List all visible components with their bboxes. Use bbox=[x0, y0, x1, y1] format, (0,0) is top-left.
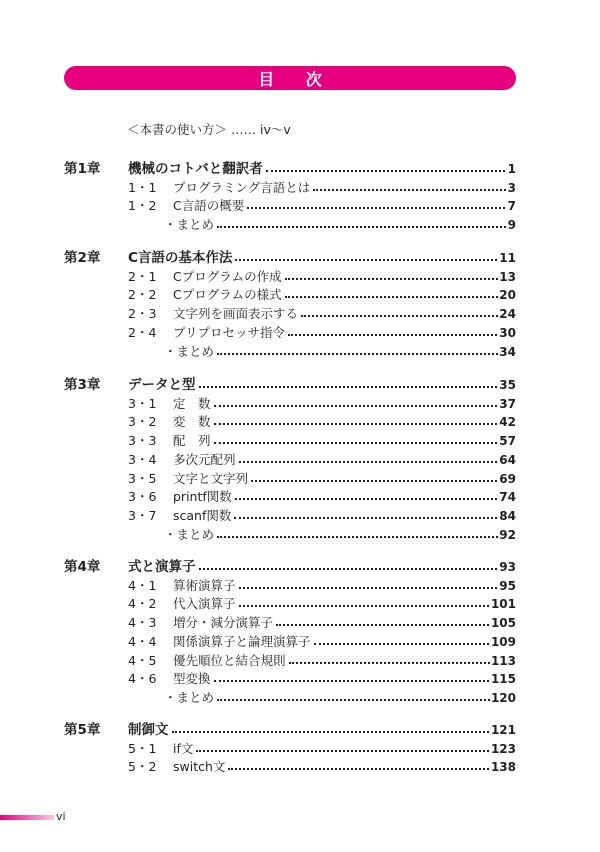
section-row[interactable] bbox=[0, 324, 600, 342]
leader-dots bbox=[217, 689, 513, 701]
section-page: 57 bbox=[499, 434, 516, 449]
section-number: 2・1 bbox=[128, 268, 157, 284]
leader-dots bbox=[239, 451, 513, 463]
section-number: 3・1 bbox=[128, 395, 157, 411]
section-title: 文字と文字列 bbox=[173, 470, 249, 486]
section-row[interactable] bbox=[0, 614, 600, 632]
section-number: 3・5 bbox=[128, 470, 157, 486]
section-page: 3 bbox=[507, 180, 516, 195]
section-title-wrap bbox=[173, 268, 516, 286]
section-page: 13 bbox=[499, 269, 516, 284]
section-row[interactable] bbox=[0, 633, 600, 651]
chapter-title-wrap bbox=[128, 721, 516, 739]
section-page: 69 bbox=[499, 471, 516, 486]
section-number: 3・4 bbox=[128, 451, 157, 467]
section-title-wrap bbox=[164, 689, 516, 707]
footer-accent-bar bbox=[0, 815, 54, 820]
section-number: 5・2 bbox=[128, 759, 157, 775]
section-row[interactable] bbox=[0, 652, 600, 670]
chapter-title-wrap bbox=[128, 376, 516, 394]
chapter-title-wrap bbox=[128, 249, 516, 267]
section-row[interactable] bbox=[0, 413, 600, 431]
section-row[interactable] bbox=[0, 305, 600, 323]
section-number: 4・1 bbox=[128, 577, 157, 593]
section-row[interactable] bbox=[0, 179, 600, 197]
section-page: 34 bbox=[499, 344, 516, 359]
section-title: 優先順位と結合規則 bbox=[173, 652, 286, 668]
leader-dots bbox=[288, 324, 513, 336]
section-title-wrap bbox=[173, 614, 516, 632]
section-title: C言語の概要 bbox=[173, 198, 245, 214]
leader-dots bbox=[217, 526, 513, 538]
section-page: 9 bbox=[507, 218, 516, 233]
leader-dots bbox=[239, 595, 513, 607]
section-number: 3・2 bbox=[128, 414, 157, 430]
usage-entry[interactable] bbox=[127, 120, 291, 138]
leader-dots bbox=[266, 160, 513, 172]
usage-dots: …… bbox=[231, 122, 256, 137]
section-title: ・まとめ bbox=[164, 526, 215, 542]
section-page: 24 bbox=[499, 307, 516, 322]
chapter-title: データと型 bbox=[128, 377, 196, 393]
leader-dots bbox=[247, 197, 513, 209]
summary-row[interactable] bbox=[0, 343, 600, 361]
section-page: 113 bbox=[490, 653, 516, 668]
section-number: 5・1 bbox=[128, 740, 157, 756]
leader-dots bbox=[214, 670, 513, 682]
section-title-wrap bbox=[173, 413, 516, 431]
section-title: 関係演算子と論理演算子 bbox=[173, 633, 311, 649]
chapter-title-wrap bbox=[128, 558, 516, 576]
chapter-label: 第2章 bbox=[64, 250, 101, 266]
section-page: 74 bbox=[499, 490, 516, 505]
section-title-wrap bbox=[173, 179, 516, 197]
section-number: 2・3 bbox=[128, 306, 157, 322]
section-page: 92 bbox=[499, 527, 516, 542]
leader-dots bbox=[314, 633, 513, 645]
section-number: 4・4 bbox=[128, 633, 157, 649]
section-title: ・まとめ bbox=[164, 343, 215, 359]
chapter-title: 機械のコトバと翻訳者 bbox=[128, 161, 263, 177]
chapter-title: 制御文 bbox=[128, 722, 169, 738]
section-page: 105 bbox=[490, 616, 516, 631]
section-page: 20 bbox=[499, 288, 516, 303]
leader-dots bbox=[217, 216, 513, 228]
section-page: 115 bbox=[490, 672, 516, 687]
section-title: Cプログラムの作成 bbox=[173, 268, 282, 284]
section-title: 型変換 bbox=[173, 671, 211, 687]
section-page: 95 bbox=[499, 578, 516, 593]
section-number: 4・2 bbox=[128, 596, 157, 612]
leader-dots bbox=[239, 577, 513, 589]
section-title: ・まとめ bbox=[164, 217, 215, 233]
section-page: 42 bbox=[499, 415, 516, 430]
section-title-wrap bbox=[173, 595, 516, 613]
section-title-wrap bbox=[173, 451, 516, 469]
leader-dots bbox=[228, 758, 513, 770]
chapter-page: 1 bbox=[507, 162, 516, 176]
leader-dots bbox=[172, 721, 514, 733]
leader-dots bbox=[235, 488, 513, 500]
leader-dots bbox=[276, 614, 513, 626]
chapter-row[interactable] bbox=[0, 558, 600, 576]
leader-dots bbox=[217, 343, 513, 355]
chapter-row[interactable] bbox=[0, 721, 600, 739]
section-number: 4・3 bbox=[128, 615, 157, 631]
section-number: 3・3 bbox=[128, 433, 157, 449]
section-number: 4・5 bbox=[128, 652, 157, 668]
leader-dots bbox=[301, 305, 513, 317]
chapter-row[interactable] bbox=[0, 376, 600, 394]
section-title-wrap bbox=[173, 577, 516, 595]
section-title-wrap bbox=[173, 507, 516, 525]
section-title: 算術演算子 bbox=[173, 577, 236, 593]
leader-dots bbox=[214, 432, 513, 444]
section-row[interactable] bbox=[0, 488, 600, 506]
section-page: 7 bbox=[507, 199, 516, 214]
section-title: 代入演算子 bbox=[173, 596, 236, 612]
leader-dots bbox=[196, 740, 513, 752]
section-title: プリプロセッサ指令 bbox=[173, 324, 286, 340]
section-page: 64 bbox=[499, 452, 516, 467]
section-row[interactable] bbox=[0, 432, 600, 450]
section-page: 101 bbox=[490, 597, 516, 612]
section-title: 定 数 bbox=[173, 395, 211, 411]
section-title-wrap bbox=[173, 758, 516, 776]
section-title: 変 数 bbox=[173, 414, 211, 430]
section-row[interactable] bbox=[0, 395, 600, 413]
usage-pages: iv～v bbox=[259, 122, 291, 137]
leader-dots bbox=[199, 558, 514, 570]
section-title: 配 列 bbox=[173, 433, 211, 449]
section-row[interactable] bbox=[0, 577, 600, 595]
leader-dots bbox=[285, 268, 513, 280]
section-row[interactable] bbox=[0, 286, 600, 304]
section-row[interactable] bbox=[0, 197, 600, 215]
section-title-wrap bbox=[173, 324, 516, 342]
section-page: 123 bbox=[490, 741, 516, 756]
summary-row[interactable] bbox=[0, 526, 600, 544]
chapter-label: 第3章 bbox=[64, 377, 101, 393]
toc-title: 目 次 bbox=[258, 69, 335, 89]
section-title-wrap bbox=[173, 305, 516, 323]
chapter-title: 式と演算子 bbox=[128, 559, 196, 575]
section-number: 1・2 bbox=[128, 198, 157, 214]
section-title: if文 bbox=[173, 740, 194, 756]
section-row[interactable] bbox=[0, 670, 600, 688]
section-number: 3・6 bbox=[128, 489, 157, 505]
leader-dots bbox=[199, 376, 514, 388]
section-row[interactable] bbox=[0, 470, 600, 488]
section-title: scanf関数 bbox=[173, 507, 232, 523]
section-row[interactable] bbox=[0, 740, 600, 758]
section-title: printf関数 bbox=[173, 489, 232, 505]
chapter-page: 35 bbox=[499, 378, 516, 392]
chapter-label: 第4章 bbox=[64, 559, 101, 575]
chapter-page: 93 bbox=[499, 560, 516, 574]
section-row[interactable] bbox=[0, 451, 600, 469]
section-page: 120 bbox=[490, 690, 516, 705]
leader-dots bbox=[313, 179, 513, 191]
section-title: switch文 bbox=[173, 759, 226, 775]
section-title-wrap bbox=[173, 652, 516, 670]
section-row[interactable] bbox=[0, 268, 600, 286]
section-title-wrap bbox=[164, 216, 516, 234]
leader-dots bbox=[285, 286, 513, 298]
usage-title: ＜本書の使い方＞ bbox=[127, 122, 228, 137]
page-number: vi bbox=[56, 810, 66, 823]
leader-dots bbox=[289, 652, 513, 664]
section-number: 1・1 bbox=[128, 179, 157, 195]
section-title: Cプログラムの様式 bbox=[173, 287, 282, 303]
section-title-wrap bbox=[173, 395, 516, 413]
section-title-wrap bbox=[173, 740, 516, 758]
section-title-wrap bbox=[173, 197, 516, 215]
section-title-wrap bbox=[173, 633, 516, 651]
leader-dots bbox=[251, 470, 513, 482]
section-row[interactable] bbox=[0, 507, 600, 525]
section-page: 37 bbox=[499, 396, 516, 411]
section-title-wrap bbox=[173, 470, 516, 488]
section-number: 4・6 bbox=[128, 671, 157, 687]
chapter-title-wrap bbox=[128, 160, 516, 178]
leader-dots bbox=[214, 413, 513, 425]
toc-title-bar bbox=[64, 66, 516, 90]
section-title-wrap bbox=[173, 670, 516, 688]
leader-dots bbox=[214, 395, 513, 407]
section-title-wrap bbox=[173, 286, 516, 304]
summary-row[interactable] bbox=[0, 689, 600, 707]
section-number: 2・4 bbox=[128, 324, 157, 340]
section-title: プログラミング言語とは bbox=[173, 179, 311, 195]
section-title: ・まとめ bbox=[164, 689, 215, 705]
section-title-wrap bbox=[164, 526, 516, 544]
section-title-wrap bbox=[173, 488, 516, 506]
section-number: 2・2 bbox=[128, 287, 157, 303]
section-title: 文字列を画面表示する bbox=[173, 306, 299, 322]
chapter-page: 11 bbox=[499, 251, 516, 265]
summary-row[interactable] bbox=[0, 216, 600, 234]
chapter-row[interactable] bbox=[0, 249, 600, 267]
section-title-wrap bbox=[164, 343, 516, 361]
chapter-label: 第5章 bbox=[64, 722, 101, 738]
chapter-row[interactable] bbox=[0, 160, 600, 178]
section-title-wrap bbox=[173, 432, 516, 450]
section-number: 3・7 bbox=[128, 507, 157, 523]
chapter-title: C言語の基本作法 bbox=[128, 250, 233, 266]
section-title: 多次元配列 bbox=[173, 451, 236, 467]
section-page: 30 bbox=[499, 325, 516, 340]
section-page: 138 bbox=[490, 760, 516, 775]
section-page: 84 bbox=[499, 508, 516, 523]
section-row[interactable] bbox=[0, 758, 600, 776]
chapter-page: 121 bbox=[490, 723, 516, 737]
section-row[interactable] bbox=[0, 595, 600, 613]
section-title: 増分・減分演算子 bbox=[173, 615, 274, 631]
leader-dots bbox=[234, 507, 513, 519]
chapter-label: 第1章 bbox=[64, 161, 101, 177]
leader-dots bbox=[235, 249, 513, 261]
section-page: 109 bbox=[490, 634, 516, 649]
